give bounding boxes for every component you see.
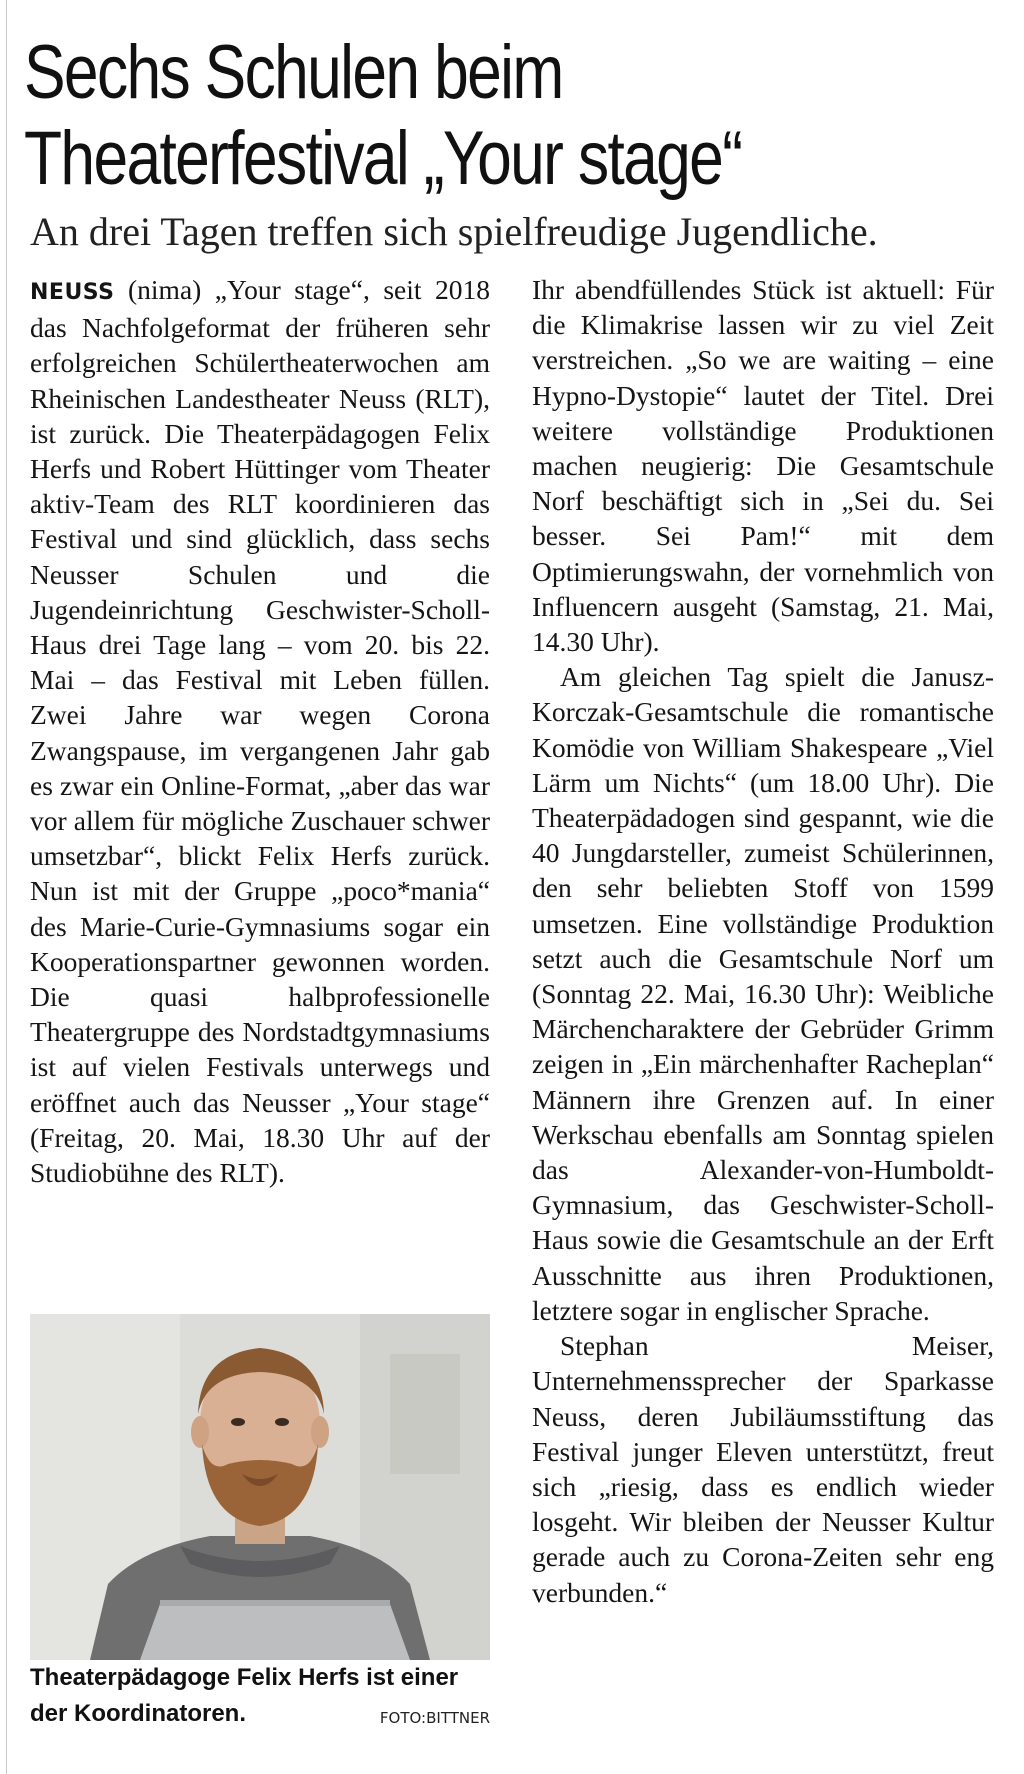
photo-caption-text: Theaterpädagoge Felix Herfs ist einer der Koordinatoren.	[30, 1664, 459, 1727]
photo-caption	[30, 1660, 490, 1732]
article-paragraph-3: Am gleichen Tag spielt die Janusz-Korczak-Gesamtschule die romantische Komödie von William Shakespeare „Viel Lärm um Nichts“ (um 18.00 Uhr). Die Theaterpädadogen sind gespannt, wie die 40 Jungdarsteller, zumeist Schülerinnen, den sehr beliebten Stoff von 1599 umsetzen. Eine vollständige Produktion setzt auch die Gesamtschule Norf um (Sonntag 22. Mai, 16.30 Uhr): Weibliche Märchencharaktere der Gebrüder Grimm zeigen in „Ein märchenhafter Racheplan“ Männern ihre Grenzen auf. In einer Werkschau ebenfalls am Sonntag spielen das Alexander-von-Humboldt-Gymnasium, das Geschwister-Scholl-Haus sowie die Gesamtschule an der Erft Ausschnitte aus ihren Produktionen, letztere sogar in englischer Sprache.	[532, 661, 994, 1326]
subheadline: An drei Tagen treffen sich spielfreudige Jugendliche.	[30, 209, 878, 254]
byline: (nima)	[128, 274, 202, 305]
headline	[24, 30, 828, 202]
article-paragraph-2: Ihr abendfüllendes Stück ist aktuell: Für die Klimakrise lassen wir zu viel Zeit verstreichen. „So we are waiting – eine Hypno-Dystopie“ lautet der Titel. Drei weitere vollständige Produktionen machen neugierig: Die Gesamtschule Norf beschäftigt sich in „Sei du. Sei besser. Sei Pam!“ mit dem Optimierungswahn, der vornehmlich von Influencern ausgeht (Samstag, 21. Mai, 14.30 Uhr).	[532, 274, 994, 658]
dateline: NEUSS	[30, 280, 115, 305]
photo-credit: FOTO:BITTNER	[379, 1709, 490, 1727]
article-paragraph-4: Stephan Meiser, Unternehmenssprecher der Sparkasse Neuss, deren Jubiläumsstiftung das Festival junger Eleven unterstützt, freut sich „riesig, dass es endlich wieder losgeht. Wir bleiben der Neusser Kultur gerade auch zu Corona-Zeiten sehr eng verbunden.“	[532, 1330, 994, 1608]
headline-line-2: Theaterfestival „Your stage“	[24, 116, 742, 201]
article-column-right	[532, 272, 994, 1610]
headline-line-1: Sechs Schulen beim	[24, 30, 563, 115]
page-edge-rule	[6, 0, 7, 1774]
article-column-left	[30, 272, 490, 1190]
lead-paragraph-text: „Your stage“, seit 2018 das Nachfolgeformat der früheren sehr erfolgreichen Schülertheaterwochen am Rheinischen Landestheater Neuss (RLT), ist zurück. Die Theaterpädagogen Felix Herfs und Robert Hüttinger vom Theater aktiv-Team des RLT koordinieren das Festival und sind glücklich, dass sechs Neusser Schulen und die Jugendeinrichtung Geschwister-Scholl-Haus drei Tage lang – vom 20. bis 22. Mai – das Festival mit Leben füllen. Zwei Jahre war wegen Corona Zwangspause, im vergangenen Jahr gab es zwar ein Online-Format, „aber das war vor allem für mögliche Zuschauer schwer umsetzbar“, blickt Felix Herfs zurück. Nun ist mit der Gruppe „poco*mania“ des Marie-Curie-Gymnasiums sogar ein Kooperationspartner gewonnen worden. Die quasi halbprofessionelle Theatergruppe des Nordstadtgymnasiums ist auf vielen Festivals unterwegs und eröffnet auch das Neusser „Your stage“ (Freitag, 20. Mai, 18.30 Uhr auf der Studiobühne des RLT).	[30, 274, 490, 1189]
article-lead-paragraph	[30, 272, 490, 1190]
article-photo	[30, 1314, 490, 1660]
